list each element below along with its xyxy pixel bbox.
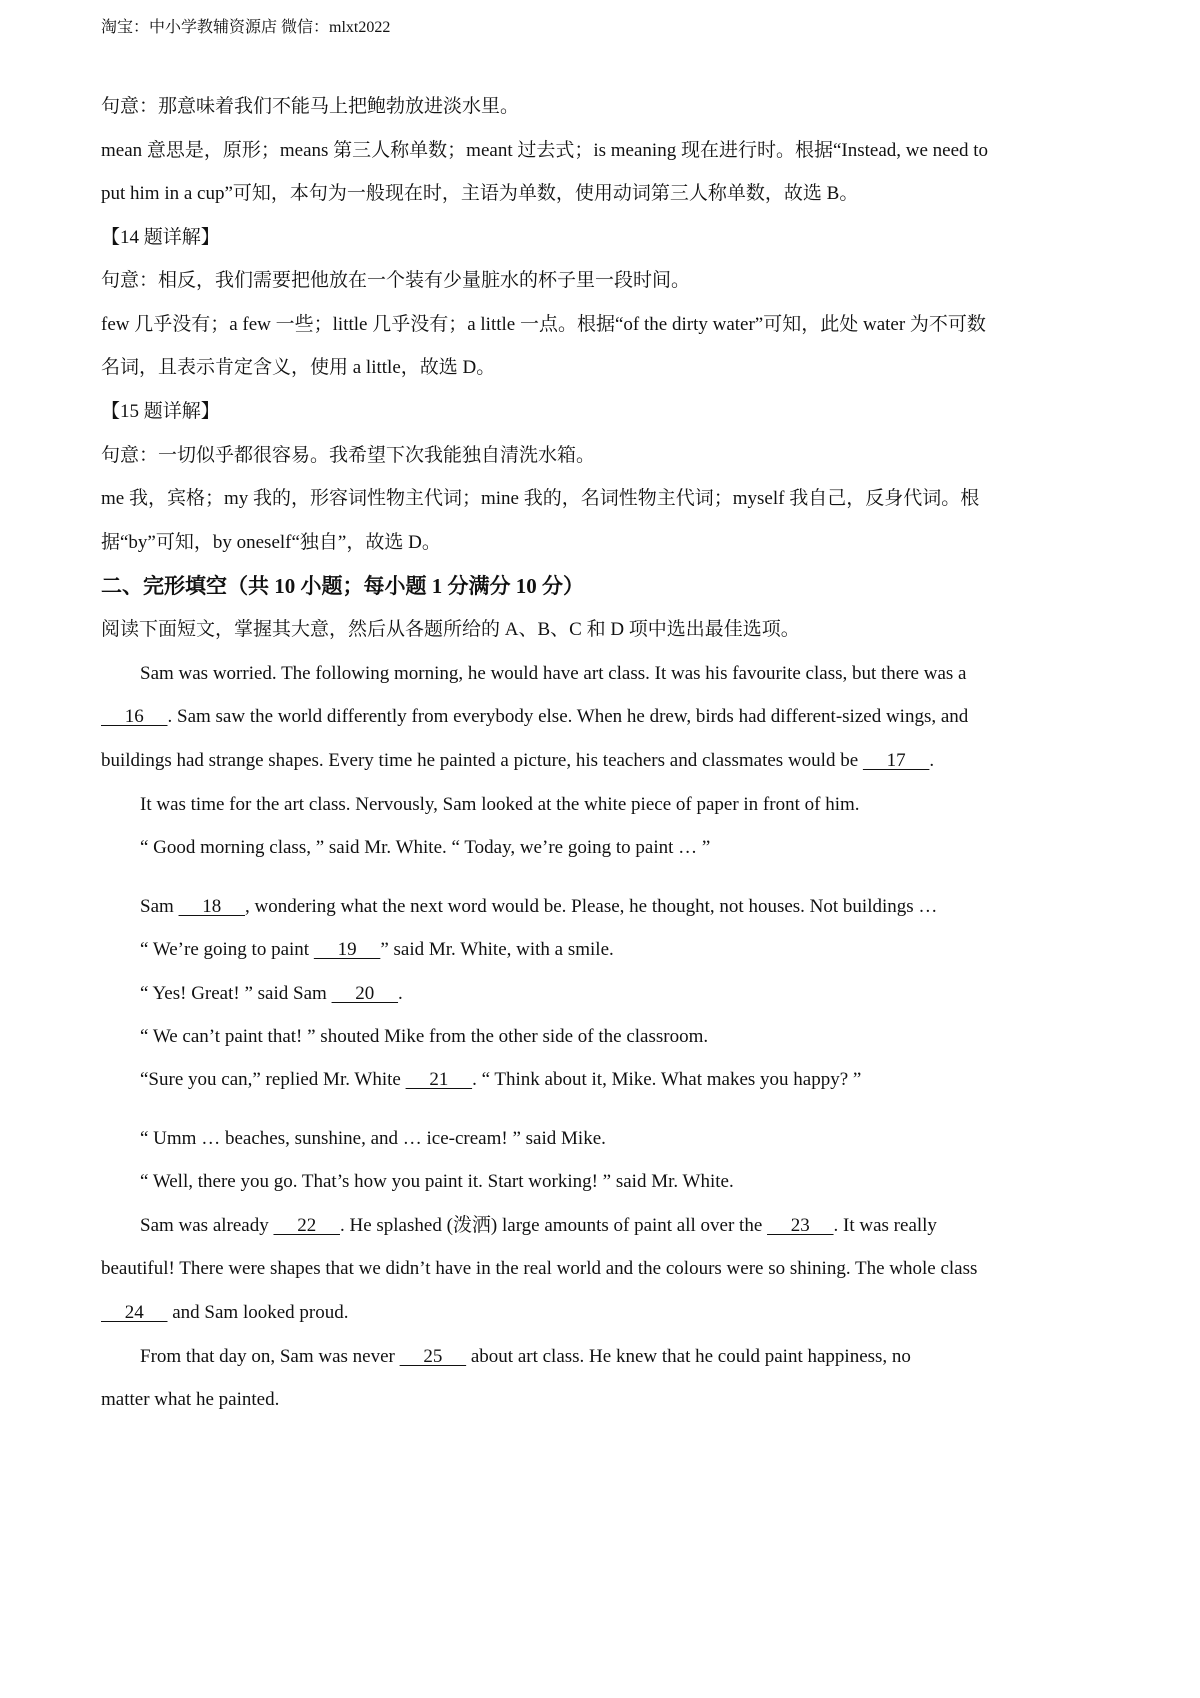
paragraph-line [101,269,690,293]
text-span: “ Yes! Great! ” said Sam [140,983,332,1004]
text-span: 阅读下面短文，掌握其大意，然后从各题所给的 A、B、C 和 D 项中选出最佳选项。 [101,619,800,640]
paragraph-line [101,1301,349,1325]
paragraph-line [101,444,595,468]
answer-blank: 16 [101,706,168,727]
text-span: “ We can’t paint that! ” shouted Mike from the other side of the classroom. [140,1026,709,1047]
text-span: few 几乎没有；a few 一些；little 几乎没有；a little 一点。根据“of the dirty water”可知，此处 water 为不可数 [101,314,986,335]
text-span: “ Umm … beaches, sunshine, and … ice-cream! ” said Mike. [140,1128,606,1149]
text-span: “ We’re going to paint [140,939,314,960]
paragraph-line [140,1025,708,1049]
text-span: “ Well, there you go. That’s how you paint it. Start working! ” said Mr. White. [140,1171,734,1192]
text-span: and Sam looked proud. [167,1302,349,1323]
text-span: . Sam saw the world differently from everybody else. When he drew, birds had different-sized wings, and [167,706,969,727]
paragraph-line [140,1127,606,1151]
paragraph-line [140,793,860,817]
text-span: 名词，且表示肯定含义，使用 a little，故选 D。 [101,357,496,378]
paragraph-line [140,662,966,686]
answer-blank: 22 [273,1215,340,1236]
text-span: Sam was already [140,1215,274,1236]
text-span: 【14 题详解】 [101,227,220,248]
text-span: put him in a cup”可知，本句为一般现在时，主语为单数，使用动词第三人称单数，故选 B。 [101,183,859,204]
text-span: buildings had strange shapes. Every time he painted a picture, his teachers and classmates would be [101,750,863,771]
paragraph-line [101,313,986,337]
paragraph-line [101,95,519,119]
answer-blank: 18 [178,896,246,917]
text-span: mean 意思是，原形；means 第三人称单数；meant 过去式；is meaning 现在进行时。根据“Instead, we need to [101,140,989,161]
text-span: ” said Mr. White, with a smile. [380,939,614,960]
paragraph-line [140,938,614,962]
paragraph-line [140,1170,734,1194]
text-span: From that day on, Sam was never [140,1346,400,1367]
text-span: “Sure you can,” replied Mr. White [140,1069,406,1090]
text-span: , wondering what the next word would be. Please, he thought, not houses. Not buildings … [245,896,938,917]
answer-blank: 25 [399,1346,467,1367]
text-span: 据“by”可知，by oneself“独自”，故选 D。 [101,532,441,553]
text-span: 句意：那意味着我们不能马上把鲍勃放进淡水里。 [101,96,520,117]
paragraph-line [101,531,441,555]
paragraph-line [140,1068,861,1092]
text-span: me 我，宾格；my 我的，形容词性物主代词；mine 我的，名词性物主代词；myself 我自己，反身代词。根 [101,488,980,509]
paragraph-line [101,749,934,773]
paragraph-line [101,182,858,206]
text-span: . It was really [833,1215,937,1236]
section-heading [101,574,584,598]
text-span: 二、完形填空（共 10 小题；每小题 1 分满分 10 分） [101,574,584,598]
text-span: 句意：一切似乎都很容易。我希望下次我能独自清洗水箱。 [101,445,596,466]
answer-blank: 20 [331,983,399,1004]
text-span: about art class. He knew that he could paint happiness, no [466,1346,911,1367]
text-span: It was time for the art class. Nervously, Sam looked at the white piece of paper in front of him. [140,794,860,815]
text-span: . [398,983,403,1004]
paragraph-line [101,705,968,729]
paragraph-line [101,400,220,424]
text-span: “ Good morning class, ” said Mr. White. “ Today, we’re going to paint … ” [140,837,711,858]
paragraph-line [140,836,710,860]
text-span: Sam was worried. The following morning, he would have art class. It was his favourite class, but there was a [140,663,967,684]
page-header-watermark: 淘宝：中小学教辅资源店 微信：mlxt2022 [101,19,391,36]
answer-blank: 17 [862,750,930,771]
text-span: beautiful! There were shapes that we didn’t have in the real world and the colours were so shining. The whole class [101,1258,978,1279]
text-span: 【15 题详解】 [101,401,220,422]
paragraph-line [140,1214,937,1238]
paragraph-line [101,1388,279,1412]
text-span: 句意：相反，我们需要把他放在一个装有少量脏水的杯子里一段时间。 [101,270,691,291]
paragraph-line [140,895,937,919]
answer-blank: 24 [101,1302,168,1323]
paragraph-line [140,1345,911,1369]
paragraph-line [101,139,988,163]
text-span: matter what he painted. [101,1389,280,1410]
paragraph-line [140,982,403,1006]
text-span: Sam [140,896,179,917]
paragraph-line [101,226,220,250]
text-span: . He splashed (泼洒) large amounts of paint all over the [339,1215,768,1236]
paragraph-line [101,618,800,642]
answer-blank: 23 [767,1215,834,1236]
text-span: . “ Think about it, Mike. What makes you happy? ” [472,1069,862,1090]
paragraph-line [101,487,979,511]
text-span: . [929,750,935,771]
paragraph-line [101,1257,977,1281]
answer-blank: 21 [405,1069,473,1090]
answer-blank: 19 [313,939,381,960]
paragraph-line [101,356,495,380]
